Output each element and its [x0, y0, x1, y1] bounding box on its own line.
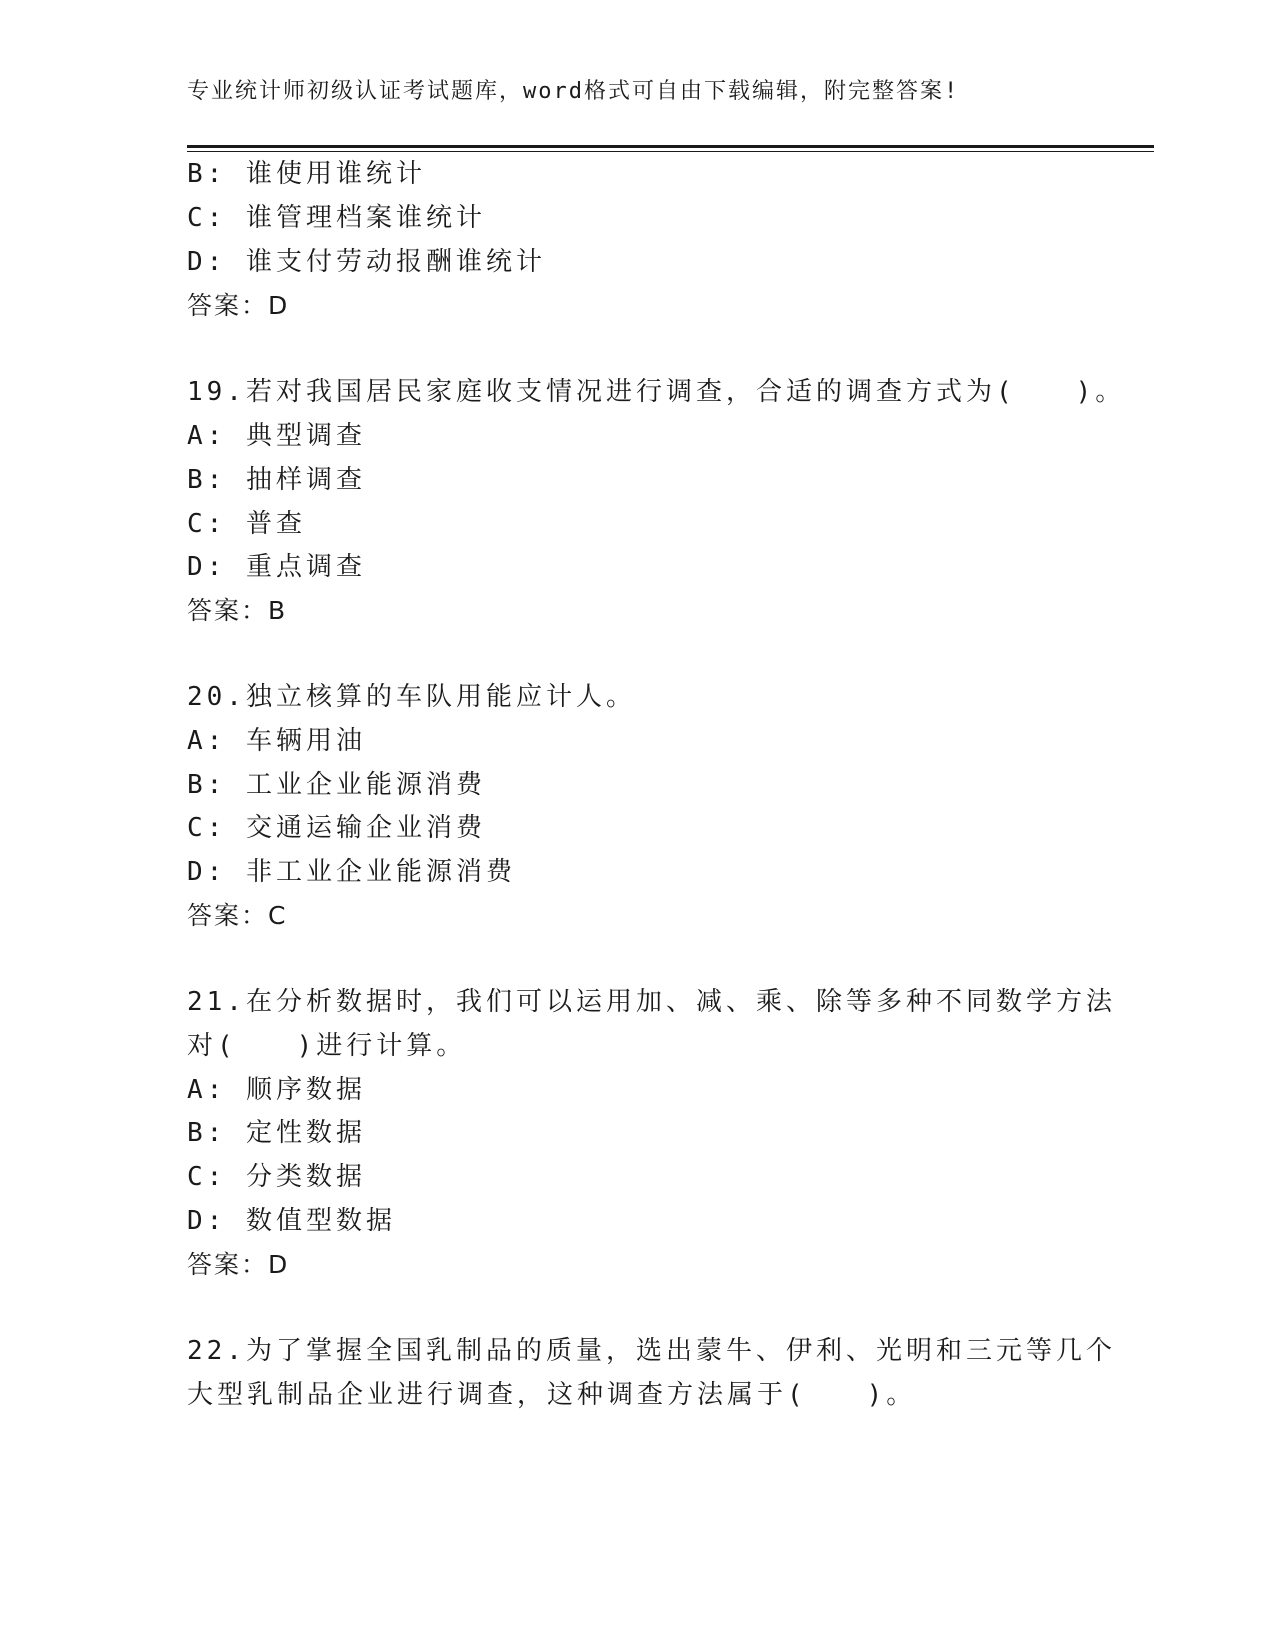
page-header-text: 专业统计师初级认证考试题库，word格式可自由下载编辑，附完整答案! [187, 79, 960, 104]
answer-label: 答案：B [187, 596, 288, 625]
answer-label: 答案：D [187, 291, 290, 320]
option-c: C: 谁管理档案谁统计 [187, 203, 486, 233]
option-c: C: 普查 [187, 509, 306, 539]
question-20-text: 20.独立核算的车队用能应计人。 [187, 682, 636, 712]
option-b: B: 工业企业能源消费 [187, 770, 486, 800]
answer-label: 答案：C [187, 901, 288, 930]
answer-label: 答案：D [187, 1250, 290, 1279]
question-21-text-line-2: 对( )进行计算。 [187, 1031, 467, 1061]
question-22-text-line-1: 22.为了掌握全国乳制品的质量，选出蒙牛、伊利、光明和三元等几个 [187, 1336, 1116, 1366]
header-rule-thin [187, 151, 1154, 152]
option-a: A: 顺序数据 [187, 1075, 366, 1105]
option-b: B: 抽样调查 [187, 465, 366, 495]
question-22-text-line-2: 大型乳制品企业进行调查，这种调查方法属于( )。 [187, 1380, 917, 1410]
option-d: D: 非工业企业能源消费 [187, 857, 516, 887]
question-19-text: 19.若对我国居民家庭收支情况进行调查，合适的调查方式为( )。 [187, 377, 1126, 407]
option-a: A: 典型调查 [187, 421, 366, 451]
option-b: B: 定性数据 [187, 1118, 366, 1148]
option-a: A: 车辆用油 [187, 726, 366, 756]
header-rule-thick [187, 145, 1154, 148]
question-21-text-line-1: 21.在分析数据时，我们可以运用加、减、乘、除等多种不同数学方法 [187, 987, 1116, 1017]
option-d: D: 谁支付劳动报酬谁统计 [187, 247, 546, 277]
option-b: B: 谁使用谁统计 [187, 159, 426, 189]
option-d: D: 重点调查 [187, 552, 366, 582]
option-d: D: 数值型数据 [187, 1206, 396, 1236]
option-c: C: 分类数据 [187, 1162, 366, 1192]
option-c: C: 交通运输企业消费 [187, 813, 486, 843]
